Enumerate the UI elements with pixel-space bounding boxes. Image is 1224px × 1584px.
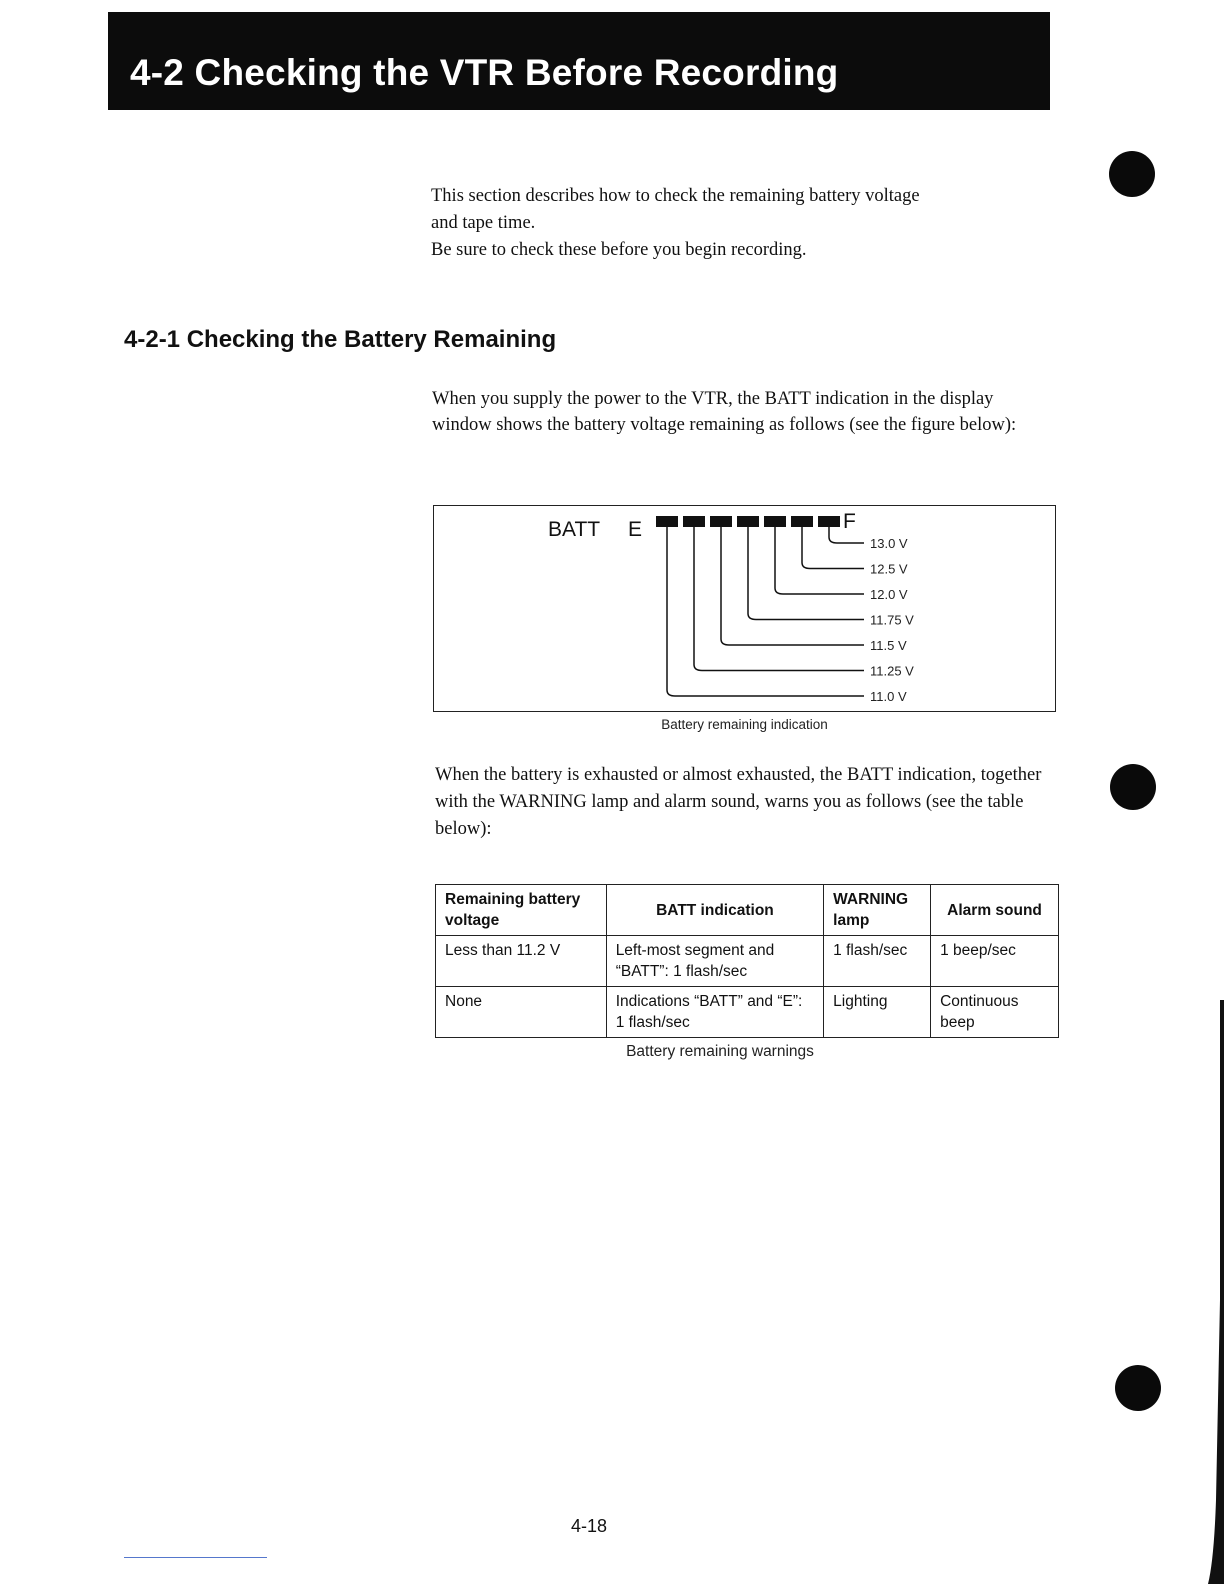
intro-line-3: Be sure to check these before you begin recording. <box>431 240 807 260</box>
segment-leader-line <box>694 527 864 671</box>
full-label: F <box>843 510 856 533</box>
segment-voltage-label: 12.5 V <box>870 561 908 577</box>
segment-leader-line <box>748 527 864 620</box>
battery-segment <box>737 516 759 527</box>
segment-voltage-label: 11.5 V <box>870 638 907 653</box>
table-caption: Battery remaining warnings <box>626 1043 814 1060</box>
warning-paragraph: When the battery is exhausted or almost exhausted, the BATT indication, together with the WARNING lamp and alarm sound, warns you as follows (see the table below): <box>435 765 1042 839</box>
binder-hole-top <box>1109 151 1155 197</box>
binder-hole-bottom <box>1115 1365 1161 1411</box>
header-batt-indication: BATT indication <box>606 885 823 936</box>
battery-segments <box>656 516 840 527</box>
intro-line-1: This section describes how to check the remaining battery voltage <box>431 186 920 206</box>
header-warning-lamp: WARNING lamp <box>824 885 931 936</box>
table-cell: None <box>436 987 607 1038</box>
table-cell: Lighting <box>824 987 931 1038</box>
battery-segment <box>764 516 786 527</box>
segment-leader-lines <box>667 527 864 696</box>
segment-voltage-label: 11.25 V <box>870 663 914 679</box>
battery-segment <box>710 516 732 527</box>
table-header-row <box>436 885 1059 936</box>
segment-voltage-label: 11.75 V <box>870 612 914 628</box>
segment-leader-line <box>802 527 864 569</box>
battery-segment <box>683 516 705 527</box>
section-title: 4-2 Checking the VTR Before Recording <box>130 52 839 93</box>
intro-text <box>431 183 1051 264</box>
segment-voltage-label: 11.0 V <box>870 689 907 704</box>
page-edge-mark <box>1190 1000 1224 1584</box>
header-remaining-voltage: Remaining battery voltage <box>436 885 607 936</box>
intro-line-2: and tape time. <box>431 213 536 233</box>
segment-leader-line <box>721 527 864 645</box>
binder-hole-middle <box>1110 764 1156 810</box>
battery-figure <box>433 505 1056 712</box>
subsection-title: 4-2-1 Checking the Battery Remaining <box>124 326 557 353</box>
segment-voltage-label: 13.0 V <box>870 536 908 551</box>
segment-voltage-label: 12.0 V <box>870 587 908 602</box>
page-number: 4-18 <box>571 1516 608 1536</box>
table-cell: Continuous beep <box>931 987 1059 1038</box>
table-cell: Indications “BATT” and “E”: 1 flash/sec <box>606 987 823 1038</box>
header-alarm-sound: Alarm sound <box>931 885 1059 936</box>
section-title-bar <box>108 12 1050 110</box>
battery-segment <box>818 516 840 527</box>
table-cell: Less than 11.2 V <box>436 936 607 987</box>
battery-segment <box>791 516 813 527</box>
segment-voltage-labels <box>870 536 914 704</box>
figure-caption: Battery remaining indication <box>661 717 828 732</box>
battery-indicator-diagram <box>434 506 1057 713</box>
battery-segment <box>656 516 678 527</box>
battery-paragraph: When you supply the power to the VTR, the BATT indication in the display window shows the battery voltage remaining as follows (see the figure below): <box>432 389 1017 435</box>
table-cell: Left-most segment and “BATT”: 1 flash/sec <box>606 936 823 987</box>
table-row <box>436 936 1059 987</box>
table-row <box>436 987 1059 1038</box>
table-cell: 1 beep/sec <box>931 936 1059 987</box>
table-cell: 1 flash/sec <box>824 936 931 987</box>
footer-rule <box>124 1557 267 1558</box>
empty-label: E <box>628 518 643 541</box>
battery-warning-table <box>435 884 1059 1038</box>
segment-leader-line <box>775 527 864 594</box>
batt-label: BATT <box>548 518 601 541</box>
